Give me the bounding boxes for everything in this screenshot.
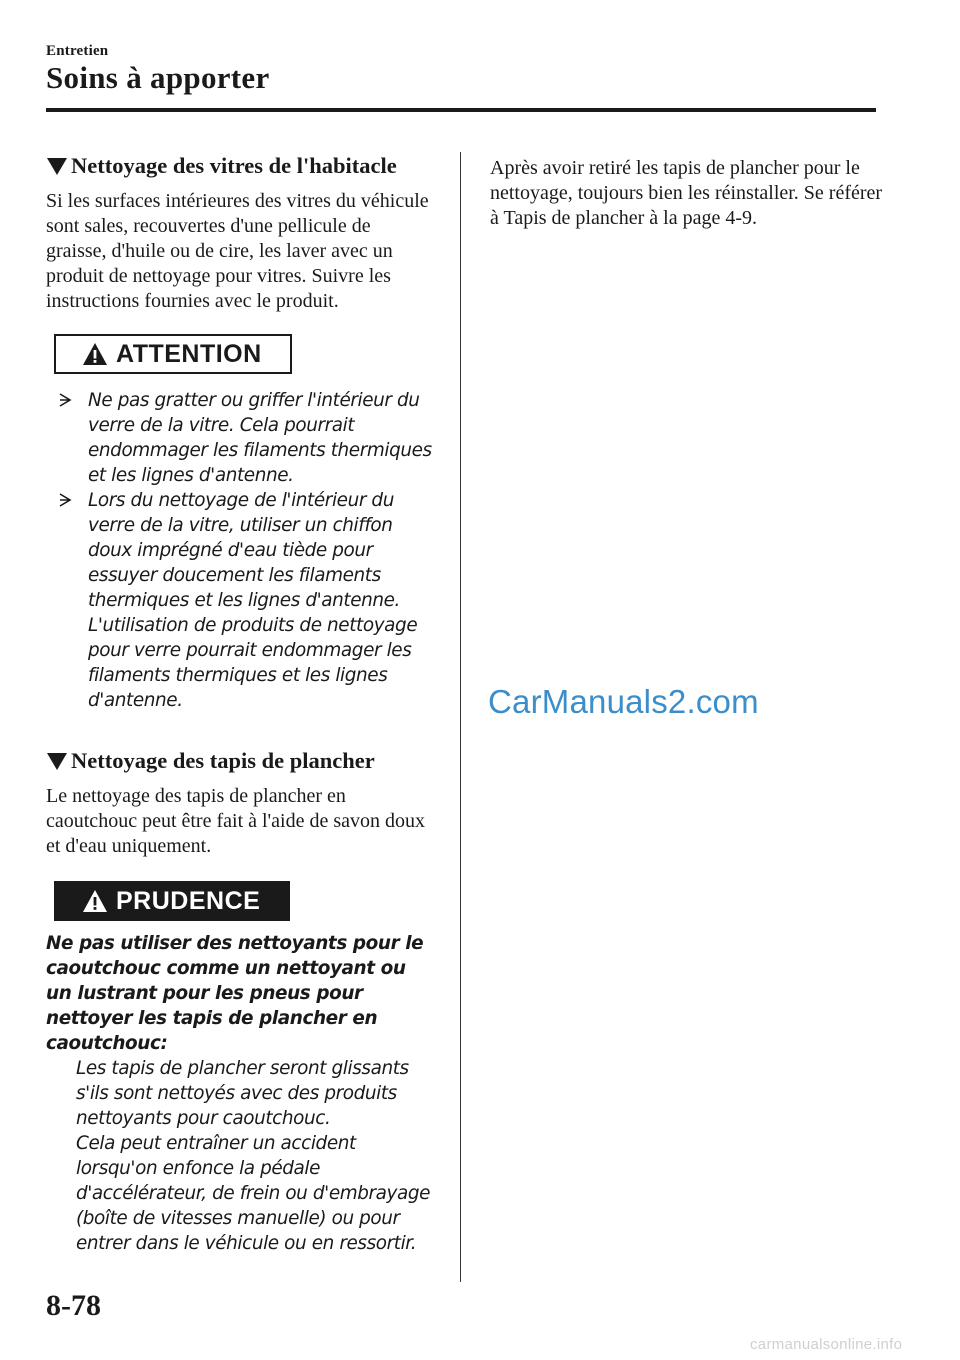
prudence-warning: Ne pas utiliser des nettoyants pour le caoutchouc comme un nettoyant ou un lustrant pour les pneus pour nettoyer les tapis de plancher en caoutchouc:	[46, 933, 424, 1054]
triangle-marker-icon	[46, 751, 68, 771]
prudence-detail-2: Cela peut entraîner un accident lorsqu'on enfonce la pédale d'accélérateur, de frein ou d'embrayage (boîte de vitesses manuelle) ou pour entrer dans le véhicule ou en ressortir.	[76, 1133, 431, 1254]
header-rule	[46, 108, 876, 112]
warning-icon	[82, 889, 108, 913]
windows-heading-text: Nettoyage des vitres de l'habitacle	[71, 153, 397, 178]
chapter-title: Soins à apporter	[46, 60, 270, 95]
bullet-arrow-icon	[46, 388, 88, 488]
windows-body: Si les surfaces intérieures des vitres du véhicule sont sales, recouvertes d'une pellicule de graisse, d'huile ou de cire, les laver avec un produit de nettoyage pour vitres. Suivre les instructions fournies avec le produit.	[46, 190, 429, 312]
bullet-arrow-icon	[46, 488, 88, 713]
prudence-badge	[54, 881, 290, 921]
watermark: CarManuals2.com	[488, 683, 759, 720]
section-label: Entretien	[46, 43, 109, 59]
column-divider	[460, 152, 461, 1282]
right-column	[490, 152, 890, 231]
attention-badge	[54, 334, 292, 374]
mats-heading-text: Nettoyage des tapis de plancher	[71, 748, 375, 773]
prudence-label: PRUDENCE	[116, 886, 261, 915]
mats-reinstall-text: Après avoir retiré les tapis de plancher pour le nettoyage, toujours bien les réinstaller. Se référer à Tapis de plancher à la page 4-9.	[490, 157, 883, 229]
attention-item	[46, 388, 436, 488]
left-column	[46, 152, 436, 1256]
attention-label: ATTENTION	[116, 339, 262, 368]
attention-list	[46, 388, 436, 713]
mats-body: Le nettoyage des tapis de plancher en caoutchouc peut être fait à l'aide de savon doux et d'eau uniquement.	[46, 785, 426, 857]
warning-icon	[82, 342, 108, 366]
attention-item-text: Lors du nettoyage de l'intérieur du verre de la vitre, utiliser un chiffon doux imprégné d'eau tiède pour essuyer doucement les filaments thermiques et les lignes d'antenne. L'utilisation de produits de nettoyage pour verre pourrait endommager les filaments thermiques et les lignes d'antenne.	[88, 490, 418, 711]
attention-item-text: Ne pas gratter ou griffer l'intérieur du verre de la vitre. Cela pourrait endommager les filaments thermiques et les lignes d'antenne.	[88, 390, 432, 486]
page-number: 8-78	[46, 1289, 101, 1322]
site-watermark: carmanualsonline.info	[750, 1336, 903, 1353]
prudence-detail-1: Les tapis de plancher seront glissants s'ils sont nettoyés avec des produits nettoyants pour caoutchouc.	[76, 1058, 409, 1129]
windows-heading	[46, 152, 436, 179]
triangle-marker-icon	[46, 156, 68, 176]
attention-item	[46, 488, 436, 713]
mats-heading	[46, 747, 436, 774]
